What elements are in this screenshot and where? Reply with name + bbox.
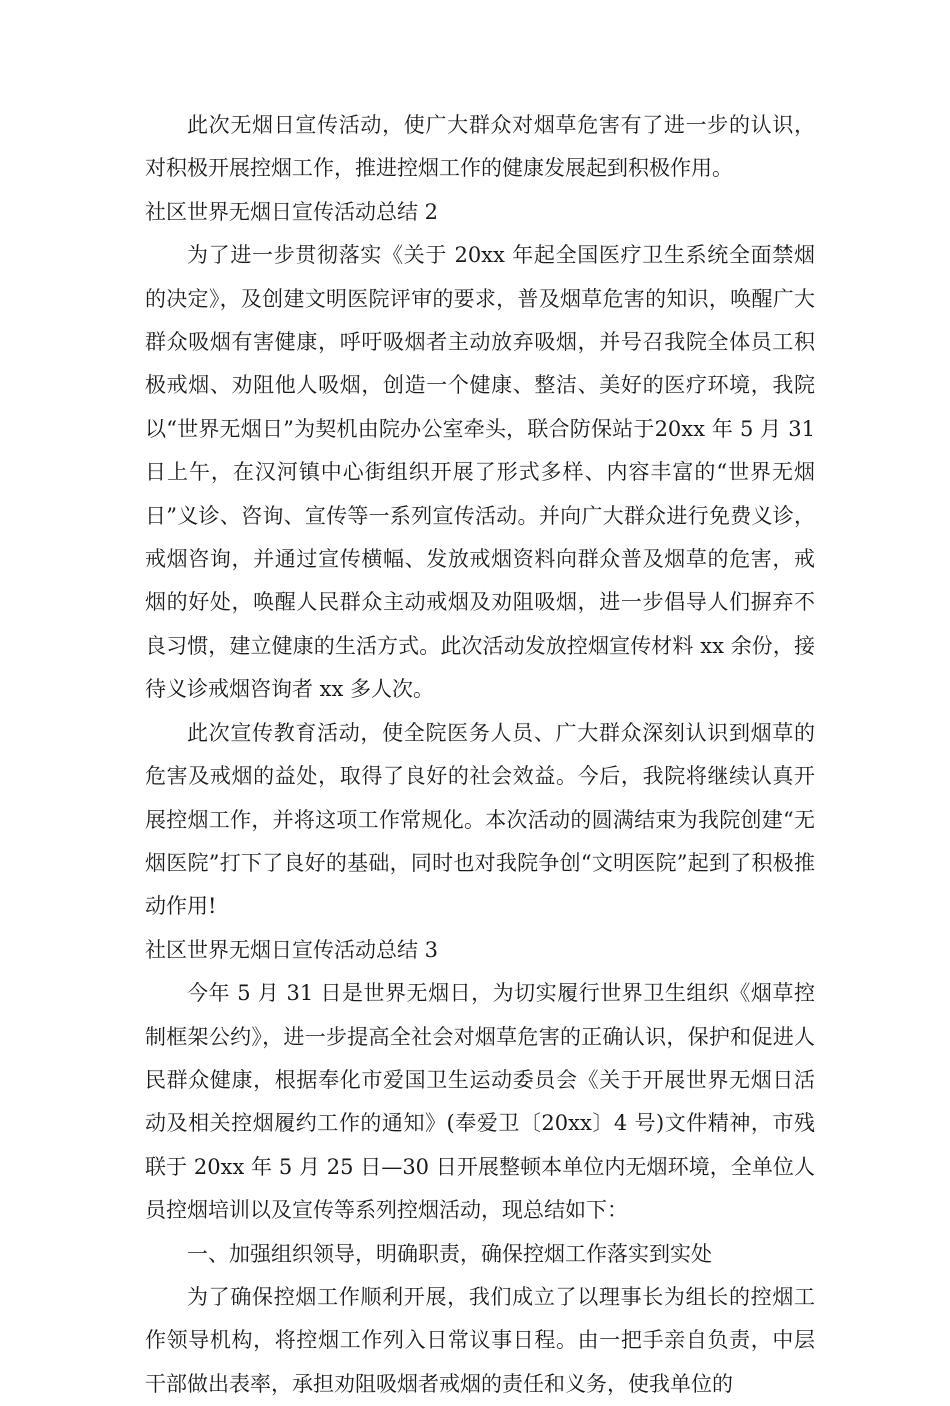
paragraph: 为了确保控烟工作顺利开展，我们成立了以理事长为组长的控烟工作领导机构，将控烟工作列入日常议事日程。由一把手亲自负责，中层干部做出表率，承担劝阻吸烟者戒烟的责任和义务，使我单位的 — [145, 1284, 815, 1396]
paragraph: 此次无烟日宣传活动，使广大群众对烟草危害有了进一步的认识，对积极开展控烟工作，推进控烟工作的健康发展起到积极作用。 — [145, 113, 815, 181]
section-heading: 社区世界无烟日宣传活动总结 3 — [145, 937, 439, 962]
paragraph: 此次宣传教育活动，使全院医务人员、广大群众深刻认识到烟草的危害及戒烟的益处，取得了良好的社会效益。今后，我院将继续认真开展控烟工作，并将这项工作常规化。本次活动的圆满结束为我院创建“无烟医院”打下了良好的基础，同时也对我院争创“文明医院”起到了积极推动作用! — [145, 720, 815, 919]
paragraph: 为了进一步贯彻落实《关于 20xx 年起全国医疗卫生系统全面禁烟的决定》，及创建文明医院评审的要求，普及烟草危害的知识，唤醒广大群众吸烟有害健康，呼吁吸烟者主动放弃吸烟，并号召我院全体员工积极戒烟、劝阻他人吸烟，创造一个健康、整洁、美好的医疗环境，我院以“世界无烟日”为契机由院办公室牵头，联合防保站于20xx 年 5 月 31 日上午，在汉河镇中心街组织开展了形式多样、内容丰富的“世界无烟日”义诊、咨询、宣传等一系列宣传活动。并向广大群众进行免费义诊，戒烟咨询，并通过宣传横幅、发放戒烟资料向群众普及烟草的危害，戒烟的好处，唤醒人民群众主动戒烟及劝阻吸烟，进一步倡导人们摒弃不良习惯，建立健康的生活方式。此次活动发放控烟宣传材料 xx 余份，接待义诊戒烟咨询者 xx 多人次。 — [145, 243, 815, 702]
subsection-heading: 一、加强组织领导，明确职责，确保控烟工作落实到实处 — [187, 1241, 712, 1266]
document-body — [145, 104, 815, 1406]
section-heading: 社区世界无烟日宣传活动总结 2 — [145, 199, 439, 224]
paragraph: 今年 5 月 31 日是世界无烟日，为切实履行世界卫生组织《烟草控制框架公约》，进一步提高全社会对烟草危害的正确认识，保护和促进人民群众健康，根据奉化市爱国卫生运动委员会《关于开展世界无烟日活动及相关控烟履约工作的通知》(奉爱卫〔20xx〕4 号)文件精神，市残联于 20xx 年 5 月 25 日—30 日开展整顿本单位内无烟环境，全单位人员控烟培训以及宣传等系列控烟活动，现总结如下： — [145, 981, 815, 1223]
